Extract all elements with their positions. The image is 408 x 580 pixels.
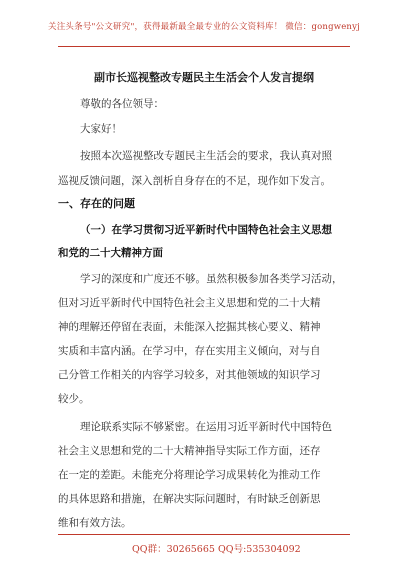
paragraph-line: 学习的深度和广度还不够。虽然积极参加各类学习活动， [80, 273, 343, 285]
paragraph-line: 在一定的差距。未能充分将理论学习成果转化为推动工作 [58, 469, 321, 481]
footer-qq-group: QQ群：30265665 [132, 544, 215, 555]
footer-divider [58, 534, 350, 535]
header-divider [58, 46, 350, 47]
paragraph-line: 维和有效方法。 [58, 517, 132, 529]
document-title: 副市长巡视整改专题民主生活会个人发言提纲 [94, 71, 314, 84]
paragraph-line: 实质和丰富内涵。在学习中，存在实用主义倾向，对与自 [58, 345, 321, 357]
intro-line: 按照本次巡视整改专题民主生活会的要求，我认真对照 [80, 150, 332, 162]
greeting: 大家好！ [80, 123, 122, 135]
salutation: 尊敬的各位领导： [80, 98, 164, 110]
intro-line: 巡视反馈问题，深入剖析自身存在的不足，现作如下发言。 [58, 175, 331, 187]
paragraph-line: 社会主义思想和党的二十大精神指导实际工作方面，还存 [58, 445, 321, 457]
paragraph-line: 神的理解还停留在表面，未能深入挖掘其核心要义、精神 [58, 321, 321, 333]
paragraph-line: 理论联系实际不够紧密。在运用习近平新时代中国特色 [80, 421, 332, 433]
subsection-heading: （一）在学习贯彻习近平新时代中国特色社会主义思想 [80, 224, 332, 236]
paragraph-line: 己分管工作相关的内容学习较多，对其他领域的知识学习 [58, 369, 321, 381]
paragraph-line: 较少。 [58, 393, 90, 405]
footer-qq-number: QQ号:535304092 [218, 544, 301, 555]
paragraph-line: 的具体思路和措施，在解决实际问题时，有时缺乏创新思 [58, 493, 321, 505]
header-note: 关注头条号"公文研究"，获得最新最全最专业的公文资料库！ 微信：gongwenyj [48, 22, 360, 32]
paragraph-line: 但对习近平新时代中国特色社会主义思想和党的二十大精 [58, 297, 321, 309]
subsection-heading: 和党的二十大精神方面 [58, 247, 163, 259]
section-heading: 一、存在的问题 [58, 197, 135, 210]
